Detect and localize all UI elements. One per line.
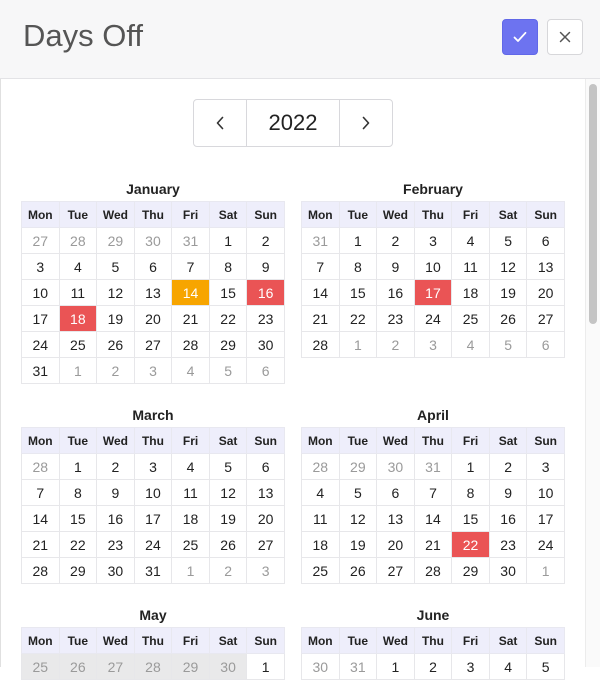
month-name: May: [139, 607, 167, 623]
day-cell[interactable]: 16: [247, 280, 285, 306]
day-cell[interactable]: 17: [134, 506, 172, 532]
weekday-header: Fri: [172, 628, 210, 654]
weekday-header: Sat: [489, 428, 527, 454]
month-name: February: [403, 181, 463, 197]
weekday-header: Wed: [97, 428, 135, 454]
day-cell[interactable]: 27: [22, 228, 60, 254]
day-cell[interactable]: 8: [59, 480, 97, 506]
day-cell[interactable]: 26: [209, 532, 247, 558]
week-row: [302, 558, 565, 584]
day-cell[interactable]: 24: [527, 532, 565, 558]
day-cell[interactable]: 1: [172, 558, 210, 584]
day-cell[interactable]: 29: [452, 558, 490, 584]
weekday-header: Fri: [452, 628, 490, 654]
week-row: [302, 228, 565, 254]
day-cell[interactable]: 22: [339, 306, 377, 332]
day-cell[interactable]: 4: [172, 454, 210, 480]
day-cell[interactable]: 26: [489, 306, 527, 332]
day-cell[interactable]: 1: [339, 228, 377, 254]
next-year-button[interactable]: [339, 100, 392, 146]
day-cell[interactable]: 27: [527, 306, 565, 332]
week-row: [302, 506, 565, 532]
day-cell[interactable]: 11: [302, 506, 340, 532]
weekday-header: Mon: [302, 428, 340, 454]
weekday-header: Sat: [209, 428, 247, 454]
day-cell[interactable]: 30: [209, 654, 247, 680]
day-cell[interactable]: 3: [134, 358, 172, 384]
day-cell[interactable]: 26: [97, 332, 135, 358]
day-cell[interactable]: 17: [414, 280, 452, 306]
day-cell[interactable]: 20: [247, 506, 285, 532]
day-cell[interactable]: 30: [97, 558, 135, 584]
weekday-header: Sun: [247, 428, 285, 454]
day-cell[interactable]: 18: [59, 306, 97, 332]
day-cell[interactable]: 2: [414, 654, 452, 680]
weekday-header: Tue: [339, 428, 377, 454]
day-cell[interactable]: 2: [489, 454, 527, 480]
dialog-header: [0, 0, 600, 79]
day-cell[interactable]: 29: [97, 228, 135, 254]
day-cell[interactable]: 29: [172, 654, 210, 680]
day-cell[interactable]: 24: [22, 332, 60, 358]
day-cell[interactable]: 2: [247, 228, 285, 254]
day-cell[interactable]: 1: [59, 454, 97, 480]
close-icon: [559, 31, 571, 43]
month-calendar: [21, 427, 285, 584]
weekday-header: Mon: [22, 628, 60, 654]
day-cell[interactable]: 30: [489, 558, 527, 584]
day-cell[interactable]: 10: [22, 280, 60, 306]
weekday-header: Sun: [247, 628, 285, 654]
weekday-header: Thu: [134, 202, 172, 228]
week-row: [302, 532, 565, 558]
day-cell[interactable]: 13: [377, 506, 415, 532]
week-row: [22, 306, 285, 332]
week-row: [22, 254, 285, 280]
weekday-header: Fri: [452, 428, 490, 454]
month-name: April: [417, 407, 449, 423]
day-cell[interactable]: 10: [134, 480, 172, 506]
day-cell[interactable]: 26: [339, 558, 377, 584]
day-cell[interactable]: 14: [22, 506, 60, 532]
week-row: [302, 454, 565, 480]
day-cell[interactable]: 6: [247, 454, 285, 480]
day-cell[interactable]: 4: [452, 332, 490, 358]
day-cell[interactable]: 5: [527, 654, 565, 680]
week-row: [302, 480, 565, 506]
day-cell[interactable]: 23: [247, 306, 285, 332]
week-row: [302, 280, 565, 306]
day-cell[interactable]: 28: [414, 558, 452, 584]
day-cell[interactable]: 31: [22, 358, 60, 384]
week-row: [302, 306, 565, 332]
day-cell[interactable]: 1: [527, 558, 565, 584]
month-name: June: [416, 607, 450, 623]
day-cell[interactable]: 18: [172, 506, 210, 532]
week-row: [302, 332, 565, 358]
weekday-header: Sun: [527, 202, 565, 228]
day-cell[interactable]: 1: [377, 654, 415, 680]
weekday-header: Wed: [97, 628, 135, 654]
day-cell[interactable]: 29: [59, 558, 97, 584]
day-cell[interactable]: 15: [209, 280, 247, 306]
dialog-title: Days Off: [23, 18, 144, 53]
day-cell[interactable]: 8: [209, 254, 247, 280]
day-cell[interactable]: 5: [489, 228, 527, 254]
day-cell[interactable]: 5: [209, 358, 247, 384]
weekday-header: Mon: [22, 428, 60, 454]
day-cell[interactable]: 2: [377, 332, 415, 358]
day-cell[interactable]: 14: [172, 280, 210, 306]
month-calendar: [301, 201, 565, 358]
day-cell[interactable]: 1: [59, 358, 97, 384]
day-cell[interactable]: 10: [527, 480, 565, 506]
day-cell[interactable]: 22: [452, 532, 490, 558]
month-calendar: [301, 627, 565, 680]
day-cell[interactable]: 23: [97, 532, 135, 558]
week-row: [22, 532, 285, 558]
day-cell[interactable]: 6: [377, 480, 415, 506]
day-cell[interactable]: 13: [247, 480, 285, 506]
previous-year-button[interactable]: [194, 100, 247, 146]
day-cell[interactable]: 27: [377, 558, 415, 584]
day-cell[interactable]: 12: [97, 280, 135, 306]
day-cell[interactable]: 15: [339, 280, 377, 306]
weekday-header: Tue: [59, 202, 97, 228]
weekday-header: Sat: [209, 628, 247, 654]
day-cell[interactable]: 19: [97, 306, 135, 332]
week-row: [302, 254, 565, 280]
day-cell[interactable]: 7: [414, 480, 452, 506]
day-cell[interactable]: 9: [377, 254, 415, 280]
month-calendar: [301, 427, 565, 584]
week-row: [22, 332, 285, 358]
day-cell[interactable]: 19: [489, 280, 527, 306]
day-cell[interactable]: 3: [452, 654, 490, 680]
day-cell[interactable]: 31: [339, 654, 377, 680]
week-row: [22, 506, 285, 532]
day-cell[interactable]: 6: [247, 358, 285, 384]
weekday-header: Fri: [172, 428, 210, 454]
day-cell[interactable]: 9: [489, 480, 527, 506]
day-cell[interactable]: 6: [527, 228, 565, 254]
day-cell[interactable]: 3: [247, 558, 285, 584]
week-row: [22, 480, 285, 506]
day-cell[interactable]: 11: [59, 280, 97, 306]
day-cell[interactable]: 24: [134, 532, 172, 558]
day-cell[interactable]: 4: [59, 254, 97, 280]
day-cell[interactable]: 7: [172, 254, 210, 280]
weekday-header: Fri: [172, 202, 210, 228]
day-cell[interactable]: 3: [527, 454, 565, 480]
day-cell[interactable]: 5: [489, 332, 527, 358]
day-cell[interactable]: 29: [209, 332, 247, 358]
check-icon: [513, 31, 527, 43]
day-cell[interactable]: 12: [489, 254, 527, 280]
weekday-header: Fri: [452, 202, 490, 228]
weekday-header: Thu: [414, 202, 452, 228]
day-cell[interactable]: 31: [172, 228, 210, 254]
day-cell[interactable]: 28: [22, 454, 60, 480]
chevron-right-icon: [362, 116, 370, 130]
day-cell[interactable]: 28: [59, 228, 97, 254]
day-cell[interactable]: 4: [489, 654, 527, 680]
day-cell[interactable]: 30: [302, 654, 340, 680]
day-cell[interactable]: 2: [377, 228, 415, 254]
confirm-button[interactable]: [502, 19, 538, 55]
day-cell[interactable]: 21: [172, 306, 210, 332]
day-cell[interactable]: 18: [302, 532, 340, 558]
day-cell[interactable]: 5: [209, 454, 247, 480]
day-cell[interactable]: 5: [339, 480, 377, 506]
day-cell[interactable]: 1: [452, 454, 490, 480]
weekday-header: Thu: [414, 428, 452, 454]
day-cell[interactable]: 2: [97, 358, 135, 384]
day-cell[interactable]: 19: [339, 532, 377, 558]
weekday-header: Mon: [302, 202, 340, 228]
day-cell[interactable]: 1: [247, 654, 285, 680]
day-cell[interactable]: 30: [247, 332, 285, 358]
weekday-header: Wed: [97, 202, 135, 228]
weekday-header: Sat: [489, 628, 527, 654]
month-calendar: [21, 201, 285, 384]
day-cell[interactable]: 31: [414, 454, 452, 480]
month-name: March: [132, 407, 174, 423]
day-cell[interactable]: 25: [22, 654, 60, 680]
day-cell[interactable]: 3: [414, 332, 452, 358]
weekday-header: Wed: [377, 628, 415, 654]
day-cell[interactable]: 28: [22, 558, 60, 584]
day-cell[interactable]: 4: [452, 228, 490, 254]
day-cell[interactable]: 17: [527, 506, 565, 532]
weekday-header: Thu: [134, 428, 172, 454]
day-cell[interactable]: 9: [247, 254, 285, 280]
day-cell[interactable]: 12: [209, 480, 247, 506]
day-cell[interactable]: 6: [527, 332, 565, 358]
day-cell[interactable]: 17: [22, 306, 60, 332]
day-cell[interactable]: 13: [527, 254, 565, 280]
day-cell[interactable]: 14: [302, 280, 340, 306]
day-cell[interactable]: 5: [97, 254, 135, 280]
week-row: [22, 280, 285, 306]
day-cell[interactable]: 2: [209, 558, 247, 584]
day-cell[interactable]: 12: [339, 506, 377, 532]
day-cell[interactable]: 20: [134, 306, 172, 332]
week-row: [22, 228, 285, 254]
day-cell[interactable]: 7: [302, 254, 340, 280]
day-cell[interactable]: 9: [97, 480, 135, 506]
day-cell[interactable]: 31: [134, 558, 172, 584]
day-cell[interactable]: 3: [414, 228, 452, 254]
day-cell[interactable]: 16: [377, 280, 415, 306]
day-cell[interactable]: 29: [339, 454, 377, 480]
day-cell[interactable]: 11: [172, 480, 210, 506]
week-row: [22, 558, 285, 584]
chevron-left-icon: [216, 116, 224, 130]
weekday-header: Mon: [302, 628, 340, 654]
day-cell[interactable]: 16: [489, 506, 527, 532]
weekday-header: Sun: [527, 628, 565, 654]
year-navigator: [193, 99, 393, 147]
day-cell[interactable]: 22: [59, 532, 97, 558]
weekday-header: Wed: [377, 202, 415, 228]
day-cell[interactable]: 25: [59, 332, 97, 358]
day-cell[interactable]: 25: [172, 532, 210, 558]
month-name: January: [126, 181, 180, 197]
day-cell[interactable]: 10: [414, 254, 452, 280]
day-cell[interactable]: 23: [489, 532, 527, 558]
day-cell[interactable]: 31: [302, 228, 340, 254]
day-cell[interactable]: 28: [302, 454, 340, 480]
week-row: [22, 454, 285, 480]
week-row: [22, 358, 285, 384]
scrollbar-thumb[interactable]: [589, 84, 597, 324]
weekday-header: Thu: [134, 628, 172, 654]
day-cell[interactable]: 7: [22, 480, 60, 506]
weekday-header: Wed: [377, 428, 415, 454]
day-cell[interactable]: 8: [339, 254, 377, 280]
day-cell[interactable]: 15: [59, 506, 97, 532]
weekday-header: Mon: [22, 202, 60, 228]
day-cell[interactable]: 15: [452, 506, 490, 532]
day-cell[interactable]: 3: [22, 254, 60, 280]
day-cell[interactable]: 14: [414, 506, 452, 532]
day-cell[interactable]: 21: [302, 306, 340, 332]
day-cell[interactable]: 16: [97, 506, 135, 532]
month-calendar: [21, 627, 285, 680]
day-cell[interactable]: 19: [209, 506, 247, 532]
weekday-header: Sun: [247, 202, 285, 228]
weekday-header: Sat: [209, 202, 247, 228]
day-cell[interactable]: 27: [247, 532, 285, 558]
day-cell[interactable]: 4: [302, 480, 340, 506]
day-cell[interactable]: 4: [172, 358, 210, 384]
day-cell[interactable]: 18: [452, 280, 490, 306]
day-cell[interactable]: 30: [377, 454, 415, 480]
day-cell[interactable]: 23: [377, 306, 415, 332]
weekday-header: Tue: [59, 428, 97, 454]
year-label: 2022: [268, 110, 318, 135]
day-cell[interactable]: 3: [134, 454, 172, 480]
day-cell[interactable]: 26: [59, 654, 97, 680]
day-cell[interactable]: 28: [302, 332, 340, 358]
day-cell[interactable]: 21: [414, 532, 452, 558]
weekday-header: Tue: [339, 628, 377, 654]
weekday-header: Tue: [339, 202, 377, 228]
day-cell[interactable]: 11: [452, 254, 490, 280]
day-cell[interactable]: 1: [339, 332, 377, 358]
weekday-header: Thu: [414, 628, 452, 654]
close-button[interactable]: [547, 19, 583, 55]
day-cell[interactable]: 25: [302, 558, 340, 584]
day-cell[interactable]: 20: [527, 280, 565, 306]
day-cell[interactable]: 22: [209, 306, 247, 332]
day-cell[interactable]: 24: [414, 306, 452, 332]
weekday-header: Sat: [489, 202, 527, 228]
day-cell[interactable]: 28: [134, 654, 172, 680]
weekday-header: Tue: [59, 628, 97, 654]
day-cell[interactable]: 27: [134, 332, 172, 358]
day-cell[interactable]: 25: [452, 306, 490, 332]
day-cell[interactable]: 8: [452, 480, 490, 506]
day-cell[interactable]: 28: [172, 332, 210, 358]
day-cell[interactable]: 2: [97, 454, 135, 480]
day-cell[interactable]: 1: [209, 228, 247, 254]
day-cell[interactable]: 27: [97, 654, 135, 680]
day-cell[interactable]: 21: [22, 532, 60, 558]
weekday-header: Sun: [527, 428, 565, 454]
day-cell[interactable]: 13: [134, 280, 172, 306]
day-cell[interactable]: 20: [377, 532, 415, 558]
day-cell[interactable]: 30: [134, 228, 172, 254]
day-cell[interactable]: 6: [134, 254, 172, 280]
